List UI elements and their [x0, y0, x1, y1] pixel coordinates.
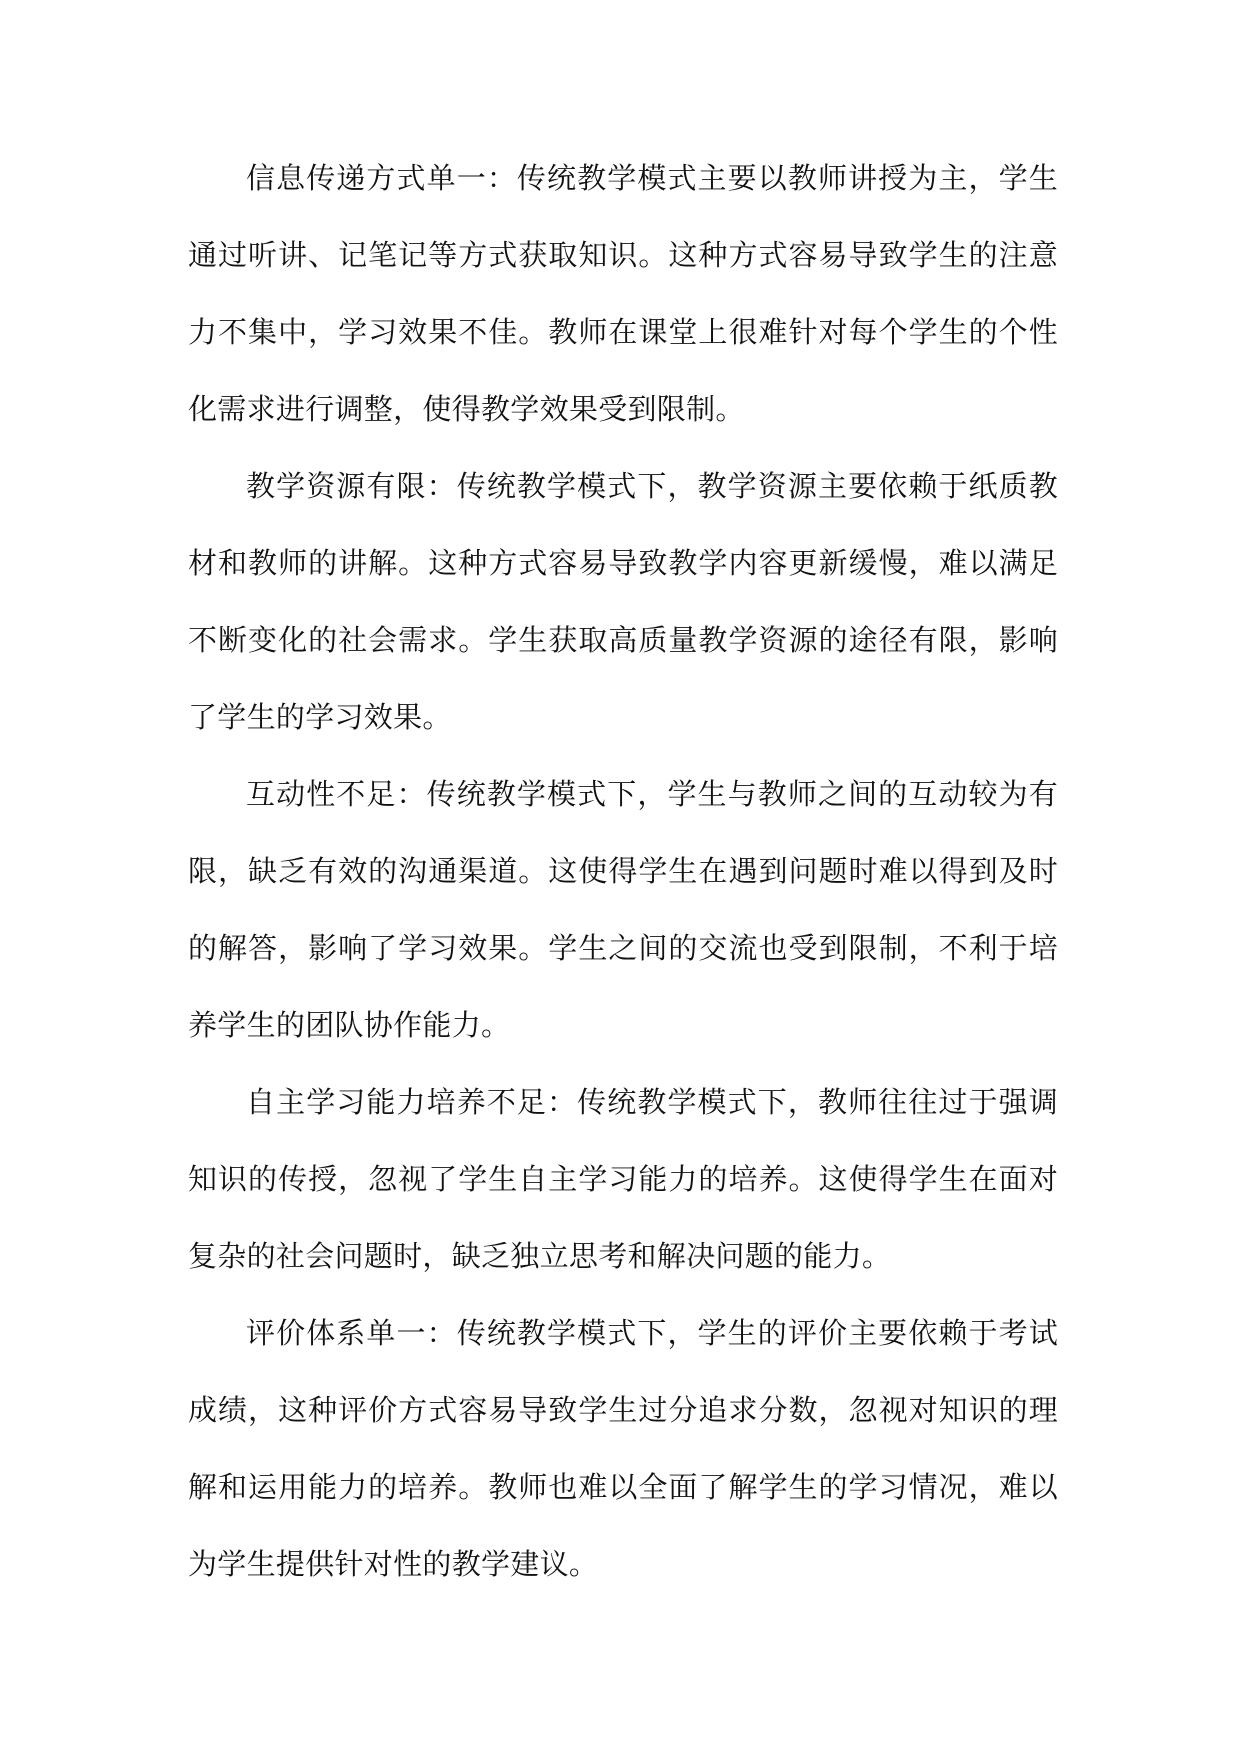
paragraph-interaction: 互动性不足：传统教学模式下，学生与教师之间的互动较为有限，缺乏有效的沟通渠道。这使得学生在遇到问题时难以得到及时的解答，影响了学习效果。学生之间的交流也受到限制，不利于培养学生的团队协作能力。 — [188, 777, 1058, 1042]
paragraph-evaluation-system: 评价体系单一：传统教学模式下，学生的评价主要依赖于考试成绩，这种评价方式容易导致学生过分追求分数，忽视对知识的理解和运用能力的培养。教师也难以全面了解学生的学习情况，难以为学生提供针对性的教学建议。 — [188, 1316, 1058, 1581]
paragraph-teaching-resources: 教学资源有限：传统教学模式下，教学资源主要依赖于纸质教材和教师的讲解。这种方式容易导致教学内容更新缓慢，难以满足不断变化的社会需求。学生获取高质量教学资源的途径有限，影响了学生的学习效果。 — [188, 469, 1058, 734]
paragraph-self-learning: 自主学习能力培养不足：传统教学模式下，教师往往过于强调知识的传授，忽视了学生自主学习能力的培养。这使得学生在面对复杂的社会问题时，缺乏独立思考和解决问题的能力。 — [188, 1085, 1058, 1273]
document-body — [188, 140, 1058, 1603]
paragraph-information-delivery: 信息传递方式单一：传统教学模式主要以教师讲授为主，学生通过听讲、记笔记等方式获取知识。这种方式容易导致学生的注意力不集中，学习效果不佳。教师在课堂上很难针对每个学生的个性化需求进行调整，使得教学效果受到限制。 — [188, 161, 1058, 426]
